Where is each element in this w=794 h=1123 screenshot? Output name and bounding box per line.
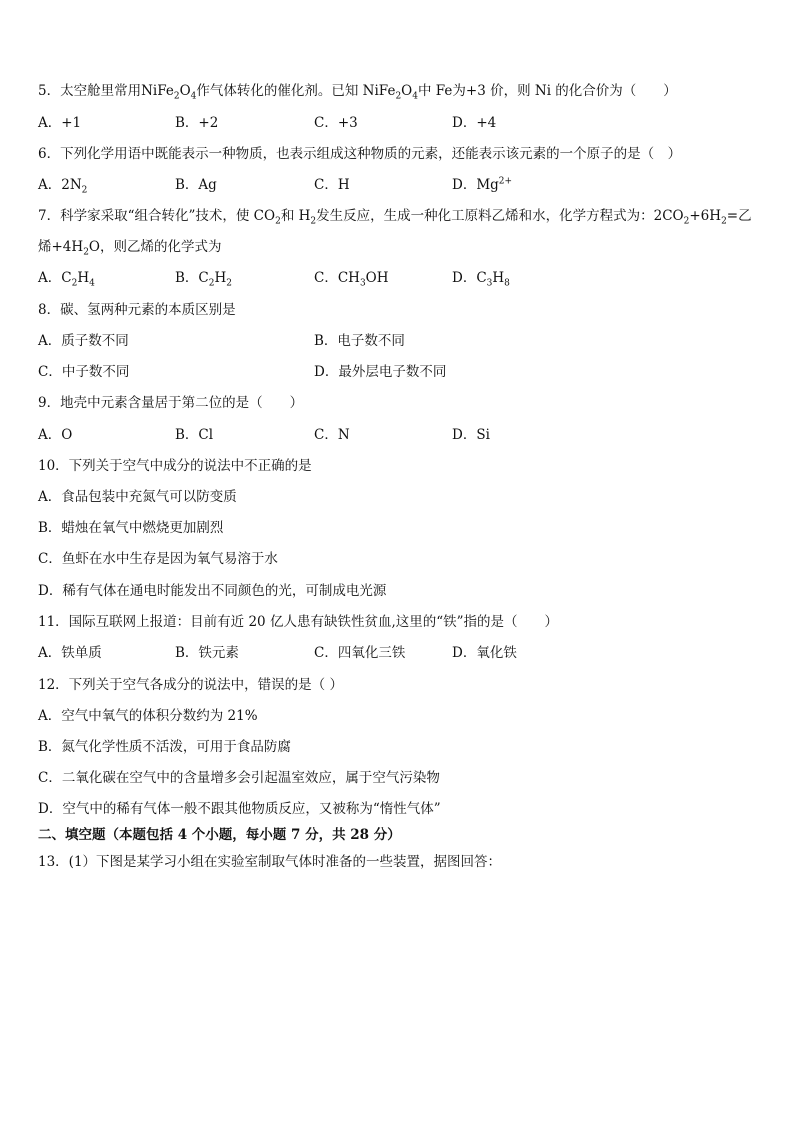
q10-option-d: D．稀有气体在通电时能发出不同颜色的光，可制成电光源 [38,583,387,599]
q9-stem: 9．地壳中元素含量居于第二位的是（ ） [38,395,304,411]
q11-option-a: A．铁单质 [38,645,102,661]
q7-stem-line1 [38,207,752,225]
subscript: 3 [486,278,493,289]
q7-stem-part: 烯+4H [38,239,84,255]
superscript: 2+ [498,176,513,187]
subscript: 2 [683,216,690,227]
opt-text: OH [365,270,389,286]
q5-option-b: B．+2 [175,115,219,131]
q6-option-d [452,176,512,194]
subscript: 2 [173,91,180,102]
opt-text: H [77,270,90,286]
q12-option-b: B．氮气化学性质不活泼，可用于食品防腐 [38,739,291,755]
opt-text: D．C [452,270,487,286]
q9-option-a: A．O [38,427,73,443]
q7-option-d [452,269,510,287]
subscript: 2 [310,216,317,227]
subscript: 2 [721,216,727,227]
q7-stem-part: 发生反应，生成一种化工原料乙烯和水，化学方程式为：2CO [316,208,684,224]
q5-stem-part: O [179,83,191,99]
q5-stem-part: 5．太空舱里常用NiFe [38,83,174,99]
q11-option-d: D．氧化铁 [452,645,517,661]
q10-option-c: C．鱼虾在水中生存是因为氧气易溶于水 [38,551,278,567]
q10-stem: 10．下列关于空气中成分的说法中不正确的是 [38,458,312,474]
q5-stem-part: 中 Fe为+3 价，则 Ni 的化合价为（ ） [417,83,677,99]
q9-option-d: D．Si [452,427,490,443]
q7-stem-part: =乙 [726,208,752,224]
q8-option-a: A．质子数不同 [38,333,129,349]
subscript: 2 [83,247,89,258]
subscript: 8 [504,278,510,289]
q11-stem: 11．国际互联网上报道：目前有近 20 亿人患有缺铁性贫血,这里的“铁”指的是（ ） [38,614,559,630]
q12-stem: 12．下列关于空气各成分的说法中，错误的是（ ） [38,677,343,693]
opt-text: H [492,270,505,286]
q10-option-a: A．食品包装中充氮气可以防变质 [38,489,237,505]
subscript: 4 [412,91,418,102]
subscript: 4 [89,278,95,289]
q8-stem: 8．碳、氢两种元素的本质区别是 [38,302,236,318]
subscript: 3 [359,278,366,289]
q5-stem [38,82,677,100]
q8-option-d: D．最外层电子数不同 [314,364,447,380]
q6-option-d-text: D．Mg [452,177,499,193]
q7-stem-part: 7．科学家采取“组合转化”技术，使 CO [38,208,276,224]
opt-text: A．C [38,270,72,286]
q5-option-d: D．+4 [452,115,497,131]
q9-option-c: C．N [314,427,350,443]
q11-option-c: C．四氧化三铁 [314,645,406,661]
q6-option-b: B．Ag [175,177,217,193]
q11-option-b: B．铁元素 [175,645,239,661]
opt-text: B．C [175,270,209,286]
q5-option-a: A．+1 [38,115,82,131]
q13-stem: 13．(1）下图是某学习小组在实验室制取气体时准备的一些装置，据图回答： [38,854,502,870]
subscript: 4 [190,91,197,102]
q8-option-c: C．中子数不同 [38,364,130,380]
q6-option-a [38,176,87,194]
q5-stem-part: O [401,83,413,99]
q7-option-a [38,269,95,287]
subscript: 2 [275,216,281,227]
q12-option-d: D．空气中的稀有气体一般不跟其他物质反应，又被称为“惰性气体” [38,801,441,817]
subscript: 2 [71,278,78,289]
q7-stem-part: 和 H [280,208,311,224]
q6-option-c: C．H [314,177,350,193]
q7-stem-part: +6H [689,208,722,224]
q5-stem-part: 作气体转化的催化剂。已知 NiFe [196,83,396,99]
q9-option-b: B．Cl [175,427,214,443]
q7-stem-line2 [38,238,222,256]
q5-option-c: C．+3 [314,115,358,131]
q6-option-a-text: A．2N [38,177,82,193]
q6-stem: 6．下列化学用语中既能表示一种物质，也表示组成这种物质的元素，还能表示该元素的一个原子的是（ ） [38,146,682,162]
section2-heading: 二、填空题（本题包括 4 个小题，每小题 7 分，共 28 分） [38,827,401,843]
q8-option-b: B．电子数不同 [314,333,405,349]
q12-option-c: C．二氧化碳在空气中的含量增多会引起温室效应，属于空气污染物 [38,770,440,786]
q7-stem-part: O，则乙烯的化学式为 [88,239,222,255]
q12-option-a: A．空气中氧气的体积分数约为 21% [38,708,258,724]
q7-option-c [314,269,389,287]
opt-text: H [214,270,227,286]
q7-option-b [175,269,232,287]
subscript: 2 [81,185,88,196]
subscript: 2 [226,278,232,289]
subscript: 2 [395,91,402,102]
subscript: 2 [208,278,215,289]
opt-text: C．CH [314,270,360,286]
q10-option-b: B．蜡烛在氧气中燃烧更加剧烈 [38,520,224,536]
